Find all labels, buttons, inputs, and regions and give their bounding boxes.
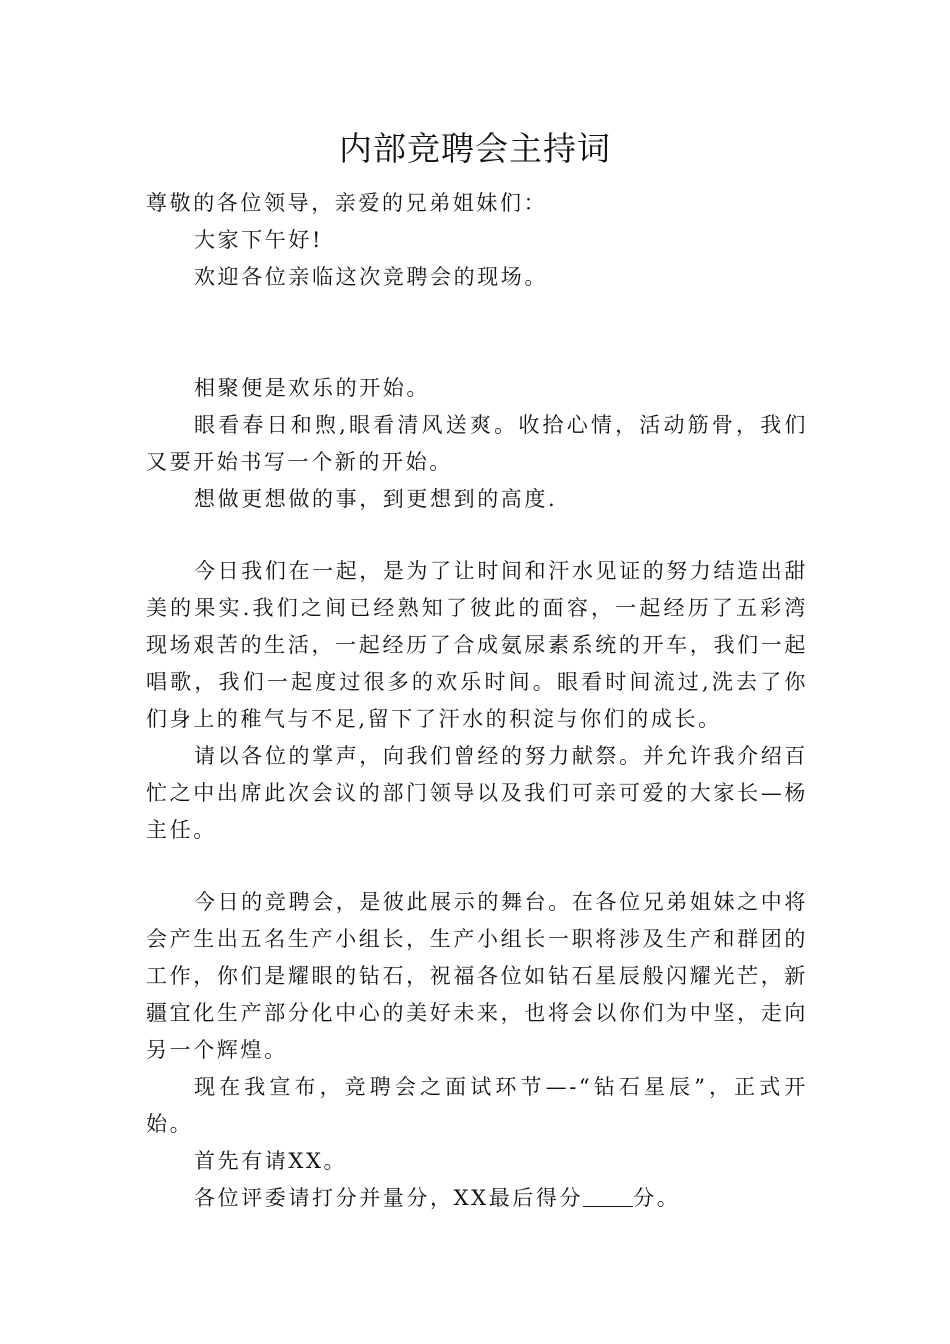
greeting-line: 大家下午好!	[194, 228, 324, 252]
paragraph-spacer	[146, 518, 808, 553]
paragraph-today: 今日我们在一起，是为了让时间和汗水见证的努力结造出甜美的果实.我们之间已经熟知了彼此的面容，一起经历了五彩湾现场艰苦的生活，一起经历了合成氨尿素系统的开车，我们一起唱歌，我们一起度过很多的欢乐时间。眼看时间流过,洗去了你们身上的稚气与不足,留下了汗水的积淀与你们的成长。	[146, 559, 808, 731]
paragraph-stage: 今日的竞聘会，是彼此展示的舞台。在各位兄弟姐妹之中将会产生出五名生产小组长，生产小组长一职将涉及生产和群团的工作，你们是耀眼的钻石，祝福各位如钻石星辰般闪耀光芒，新疆宜化生产部分化中心的美好未来，也将会以你们为中坚，走向另一个辉煌。	[146, 890, 808, 1062]
welcome-line: 欢迎各位亲临这次竞聘会的现场。	[194, 265, 548, 289]
score-text-prefix: 各位评委请打分并量分，XX最后得分	[194, 1186, 584, 1210]
paragraph-spring: 眼看春日和煦,眼看清风送爽。收拾心情，活动筋骨，我们又要开始书写一个新的开始。	[146, 413, 808, 474]
document-body	[146, 185, 808, 1217]
paragraph-spacer	[146, 849, 808, 884]
paragraph-applause: 请以各位的掌声，向我们曾经的努力献祭。并允许我介绍百忙之中出席此次会议的部门领导以及我们可亲可爱的大家长—杨主任。	[146, 744, 808, 842]
paragraph-announce: 现在我宣布，竞聘会之面试环节—-“钻石星辰”，正式开始。	[146, 1075, 808, 1136]
paragraph-spacer	[146, 296, 808, 370]
paragraph-score	[146, 1180, 808, 1217]
paragraph-wish: 想做更想做的事，到更想到的高度.	[194, 487, 558, 511]
salutation-line: 尊敬的各位领导，亲爱的兄弟姐妹们：	[146, 191, 548, 215]
paragraph-gather: 相聚便是欢乐的开始。	[194, 376, 430, 400]
document-title: 内部竞聘会主持词	[339, 129, 611, 168]
score-text-suffix: 分。	[633, 1186, 681, 1210]
paragraph-first: 首先有请XX。	[194, 1149, 348, 1173]
score-blank-line	[583, 1186, 633, 1207]
